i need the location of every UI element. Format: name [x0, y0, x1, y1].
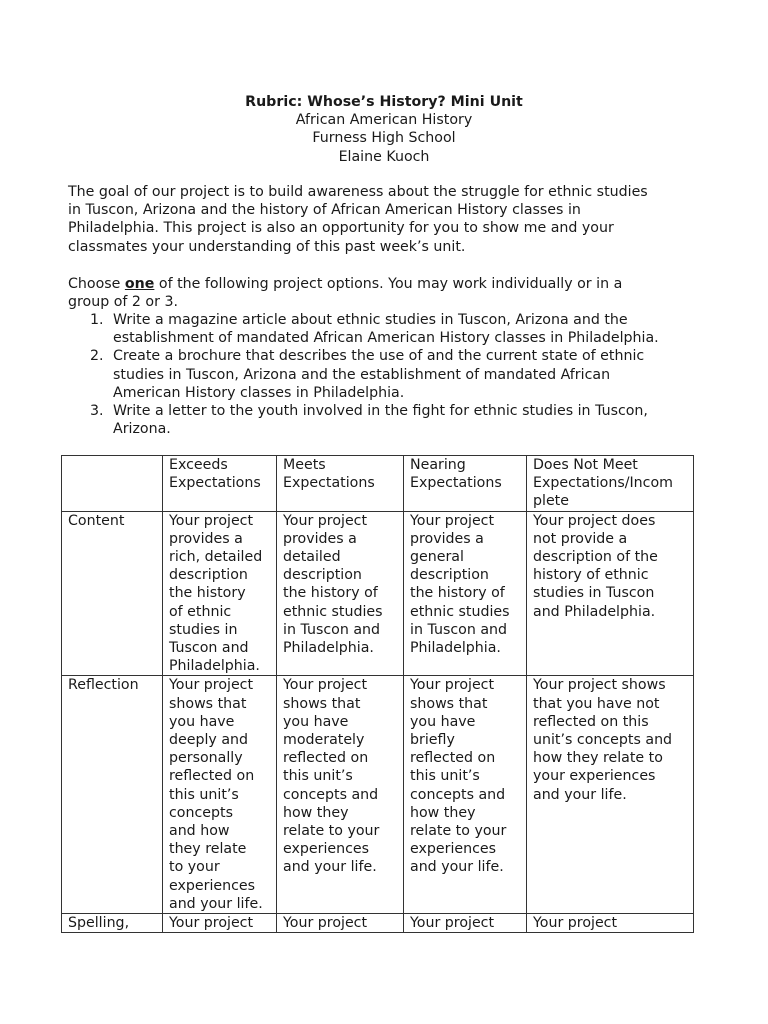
cell-line: and Philadelphia. — [533, 603, 656, 620]
cell-line: personally — [169, 750, 243, 767]
option-line: establishment of mandated African American History classes in Philadelphia. — [113, 330, 659, 347]
intro-line: in Tuscon, Arizona and the history of African American History classes in — [68, 202, 581, 219]
cell-line: deeply and — [169, 732, 249, 749]
cell-line: Exceeds — [169, 457, 228, 473]
cell-line: Your project — [410, 915, 495, 932]
cell-line: Your project — [410, 677, 495, 694]
cell-line: Your project — [169, 512, 254, 529]
cell-line: to your — [169, 859, 220, 876]
descriptor-cell — [527, 676, 694, 914]
cell-line: Your project — [283, 915, 368, 932]
rubric-row — [62, 676, 694, 914]
cell-line: Nearing — [410, 457, 466, 473]
option-number: 1. — [90, 312, 104, 328]
cell-line: briefly — [410, 732, 455, 749]
cell-line: description — [283, 567, 362, 584]
cell-line: reflected on — [410, 750, 496, 767]
cell-line: studies in — [169, 621, 238, 638]
cell-line: and your life. — [410, 859, 504, 876]
cell-line: Your project — [410, 512, 495, 529]
cell-line: and your life. — [533, 786, 627, 803]
cell-line: Your project shows — [533, 677, 666, 694]
cell-line: you have — [410, 713, 476, 730]
cell-line: Your project — [283, 512, 368, 529]
cell-line: Expectations/Incom — [533, 475, 673, 492]
cell-line: Spelling, — [68, 915, 130, 932]
cell-line: moderately — [283, 732, 365, 749]
cell-line: Philadelphia. — [410, 640, 501, 657]
choose-suffix: of the following project options. You may work individually or in a — [154, 276, 623, 292]
option-number: 2. — [90, 348, 104, 365]
criterion-cell — [62, 511, 163, 676]
rubric-header-row — [62, 456, 694, 512]
cell-line: relate to your — [410, 823, 507, 840]
cell-line: Your project does — [533, 512, 656, 529]
project-options-list — [68, 311, 708, 438]
criterion-cell — [62, 914, 163, 933]
descriptor-cell — [527, 511, 694, 676]
cell-line: the history — [169, 585, 246, 602]
cell-line: the history of — [410, 585, 505, 602]
cell-line: that you have not — [533, 695, 660, 712]
descriptor-cell — [404, 914, 527, 933]
cell-line: Tuscon and — [169, 640, 249, 657]
cell-line: in Tuscon and — [410, 621, 508, 638]
cell-line: description — [410, 567, 489, 584]
criterion-cell — [62, 676, 163, 914]
cell-line: detailed — [283, 549, 341, 566]
cell-line: of ethnic — [169, 603, 232, 620]
cell-line: history of ethnic — [533, 567, 649, 584]
descriptor-cell — [163, 511, 277, 676]
descriptor-cell — [163, 676, 277, 914]
cell-line: shows that — [410, 695, 488, 712]
descriptor-cell — [404, 511, 527, 676]
level-header-cell — [527, 456, 694, 512]
cell-line: this unit’s — [410, 768, 480, 785]
cell-line: experiences — [410, 841, 497, 858]
cell-line: how they relate to — [533, 750, 663, 767]
cell-line: how they — [283, 804, 349, 821]
rubric-row — [62, 914, 694, 933]
document-header — [0, 93, 768, 166]
cell-line: reflected on this — [533, 713, 649, 730]
teacher-name: Elaine Kuoch — [338, 148, 430, 165]
project-option — [68, 347, 708, 402]
cell-line: Your project — [533, 915, 618, 932]
cell-line: relate to your — [283, 823, 380, 840]
cell-line: ethnic studies — [410, 603, 510, 620]
cell-line: provides a — [169, 530, 243, 547]
option-line: Arizona. — [113, 421, 171, 438]
document-title: Rubric: Whose’s History? Mini Unit — [245, 94, 523, 110]
cell-line: Your project — [283, 677, 368, 694]
cell-line: Meets — [283, 457, 326, 473]
cell-line: Does Not Meet — [533, 457, 638, 473]
cell-line: experiences — [283, 841, 370, 858]
option-line: studies in Tuscon, Arizona and the establishment of mandated African — [113, 366, 611, 383]
descriptor-cell — [277, 914, 404, 933]
option-number: 3. — [90, 403, 104, 420]
cell-line: rich, detailed — [169, 549, 263, 566]
cell-line: Philadelphia. — [283, 640, 374, 657]
cell-line: Your project — [169, 677, 254, 694]
cell-line: and your life. — [169, 895, 263, 912]
choose-line: group of 2 or 3. — [68, 294, 178, 311]
cell-line: and how — [169, 823, 230, 840]
level-header-cell — [277, 456, 404, 512]
choose-prefix: Choose — [68, 276, 125, 292]
cell-line: this unit’s — [283, 768, 353, 785]
intro-paragraph — [68, 183, 708, 256]
cell-line: concepts and — [283, 786, 379, 803]
cell-line: Expectations — [283, 475, 375, 492]
cell-line: provides a — [410, 530, 484, 547]
cell-line: your experiences — [533, 768, 656, 785]
choose-paragraph — [68, 275, 708, 311]
cell-line: concepts — [169, 804, 233, 821]
cell-line: Your project — [169, 915, 254, 932]
cell-line: ethnic studies — [283, 603, 383, 620]
cell-line: you have — [169, 713, 235, 730]
descriptor-cell — [277, 676, 404, 914]
choose-line — [68, 275, 708, 293]
cell-line: description — [169, 567, 248, 584]
option-line: Write a magazine article about ethnic studies in Tuscon, Arizona and the — [113, 312, 628, 328]
cell-line: not provide a — [533, 530, 628, 547]
cell-line: Expectations — [410, 475, 502, 492]
cell-line: Reflection — [68, 677, 139, 694]
cell-line: the history of — [283, 585, 378, 602]
project-option — [68, 311, 708, 347]
cell-line: in Tuscon and — [283, 621, 381, 638]
cell-line: Philadelphia. — [169, 658, 260, 675]
option-line: American History classes in Philadelphia. — [113, 384, 405, 401]
course-name: African American History — [295, 112, 473, 129]
cell-line: description of the — [533, 549, 658, 566]
cell-line: provides a — [283, 530, 357, 547]
cell-line: and your life. — [283, 859, 377, 876]
cell-line: shows that — [169, 695, 247, 712]
cell-line: unit’s concepts and — [533, 732, 673, 749]
cell-line: reflected on — [169, 768, 255, 785]
intro-line: classmates your understanding of this past week’s unit. — [68, 238, 466, 255]
descriptor-cell — [277, 511, 404, 676]
cell-line: plete — [533, 493, 569, 510]
option-line: Create a brochure that describes the use of and the current state of ethnic — [113, 348, 645, 365]
rubric-table — [61, 455, 694, 933]
cell-line: Expectations — [169, 475, 261, 492]
cell-line: you have — [283, 713, 349, 730]
header-corner-cell — [62, 456, 163, 512]
intro-line: Philadelphia. This project is also an opportunity for you to show me and your — [68, 220, 614, 237]
rubric-row — [62, 511, 694, 676]
choose-emphasis: one — [124, 276, 155, 292]
school-name: Furness High School — [312, 130, 456, 147]
cell-line: Content — [68, 512, 125, 529]
cell-line: shows that — [283, 695, 361, 712]
descriptor-cell — [163, 914, 277, 933]
project-option — [68, 402, 708, 438]
cell-line: this unit’s — [169, 786, 239, 803]
cell-line: experiences — [169, 877, 256, 894]
level-header-cell — [404, 456, 527, 512]
option-line: Write a letter to the youth involved in the fight for ethnic studies in Tuscon, — [113, 403, 648, 420]
descriptor-cell — [404, 676, 527, 914]
cell-line: how they — [410, 804, 476, 821]
cell-line: studies in Tuscon — [533, 585, 655, 602]
descriptor-cell — [527, 914, 694, 933]
level-header-cell — [163, 456, 277, 512]
cell-line: concepts and — [410, 786, 506, 803]
intro-line: The goal of our project is to build awareness about the struggle for ethnic studies — [68, 184, 648, 200]
cell-line: they relate — [169, 841, 247, 858]
cell-line: general — [410, 549, 464, 566]
cell-line: reflected on — [283, 750, 369, 767]
